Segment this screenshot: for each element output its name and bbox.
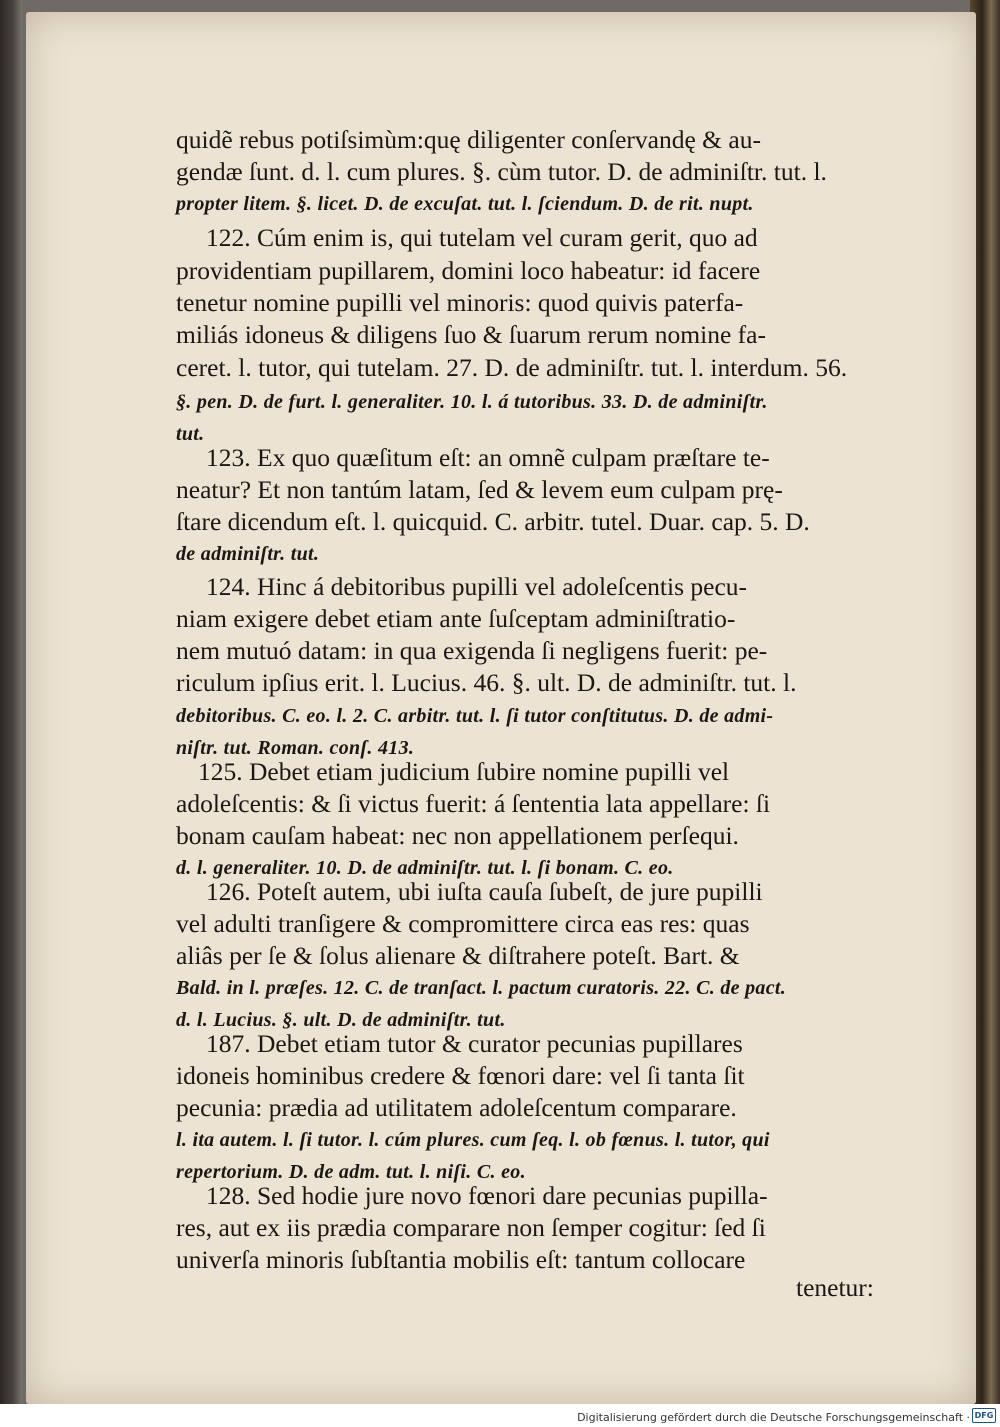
page-scan	[26, 12, 976, 1404]
citation-line: debitoribus. C. eo. l. 2. C. arbitr. tut. l. ſi tutor conſtitutus. D. de admi-	[176, 705, 774, 727]
text-line: aliâs per ſe & ſolus alienare & diſtrahere poteſt. Bart. &	[176, 941, 740, 970]
text-line: pecunia: prædia ad utilitatem adoleſcentum comparare.	[176, 1093, 737, 1122]
text-line: 128. Sed hodie jure novo fœnori dare pecunias pupilla-	[206, 1181, 768, 1210]
citation-line: l. ita autem. l. ſi tutor. l. cúm plures. cum ſeq. l. ob fœnus. l. tutor, qui	[176, 1129, 770, 1151]
citation-line: d. l. generaliter. 10. D. de adminiſtr. tut. l. ſi bonam. C. eo.	[176, 857, 674, 879]
citation-line: d. l. Lucius. §. ult. D. de adminiſtr. tut.	[176, 1009, 506, 1031]
text-line: bonam cauſam habeat: nec non appellationem perſequi.	[176, 821, 739, 850]
text-line: riculum ipſius erit. l. Lucius. 46. §. ult. D. de adminiſtr. tut. l.	[176, 668, 797, 697]
citation-line: §. pen. D. de furt. l. generaliter. 10. l. á tutoribus. 33. D. de adminiſtr.	[176, 391, 768, 413]
text-line: 124. Hinc á debitoribus pupilli vel adoleſcentis pecu-	[206, 572, 748, 601]
citation-line: niſtr. tut. Roman. conſ. 413.	[176, 737, 415, 759]
citation-line: de adminiſtr. tut.	[176, 543, 320, 565]
citation-line: repertorium. D. de adm. tut. l. niſi. C. eo.	[176, 1161, 526, 1183]
citation-line: tut.	[176, 423, 205, 445]
text-line: univerſa minoris ſubſtantia mobilis eſt: tantum collocare	[176, 1245, 746, 1274]
text-line: res, aut ex iis prædia comparare non ſemper cogitur: ſed ſi	[176, 1213, 766, 1242]
text-line: gendæ ſunt. d. l. cum plures. §. cùm tutor. D. de adminiſtr. tut. l.	[176, 157, 827, 186]
text-line: tenetur:	[796, 1273, 874, 1302]
text-line: tenetur nomine pupilli vel minoris: quod quivis paterfa-	[176, 288, 744, 317]
citation-line: propter litem. §. licet. D. de excuſat. tut. l. ſciendum. D. de rit. nupt.	[176, 193, 754, 215]
text-line: 123. Ex quo quæſitum eſt: an omnẽ culpam præſtare te-	[206, 443, 770, 472]
text-line: 187. Debet etiam tutor & curator pecunias pupillares	[206, 1029, 743, 1058]
text-line: ſtare dicendum eſt. l. quicquid. C. arbitr. tutel. Duar. cap. 5. D.	[176, 507, 810, 536]
text-line: ceret. l. tutor, qui tutelam. 27. D. de adminiſtr. tut. l. interdum. 56.	[176, 353, 848, 382]
text-line: quidẽ rebus potiſsimùm:quę diligenter conſervandę & au-	[176, 125, 761, 154]
text-line: idoneis hominibus credere & fœnori dare: vel ſi tanta ſit	[176, 1061, 745, 1090]
text-line: 126. Poteſt autem, ubi iuſta cauſa ſubeſt, de jure pupilli	[206, 877, 763, 906]
footer-bar	[0, 1404, 1000, 1427]
text-line: niam exigere debet etiam ante ſuſceptam adminiſtratio-	[176, 604, 736, 633]
text-line: 122. Cúm enim is, qui tutelam vel curam gerit, quo ad	[206, 223, 758, 252]
text-line: miliás idoneus & diligens ſuo & ſuarum rerum nomine fa-	[176, 320, 766, 349]
text-line: adoleſcentis: & ſi victus fuerit: á ſententia lata appellare: ſi	[176, 789, 771, 818]
text-line: vel adulti tranſigere & compromittere circa eas res: quas	[176, 909, 750, 938]
scan-left-edge	[0, 0, 22, 1410]
footer-credit: Digitalisierung gefördert durch die Deutsche Forschungsgemeinschaft ·	[577, 1411, 970, 1424]
citation-line: Bald. in l. præſes. 12. C. de tranſact. l. pactum curatoris. 22. C. de pact.	[176, 977, 787, 999]
text-line: providentiam pupillarem, domini loco habeatur: id facere	[176, 256, 761, 285]
text-line: 125. Debet etiam judicium ſubire nomine pupilli vel	[198, 757, 730, 786]
dfg-logo: DFG	[972, 1408, 996, 1423]
text-line: nem mutuó datam: in qua exigenda ſi negligens fuerit: pe-	[176, 636, 768, 665]
text-line: neatur? Et non tantúm latam, ſed & levem eum culpam prę-	[176, 475, 783, 504]
